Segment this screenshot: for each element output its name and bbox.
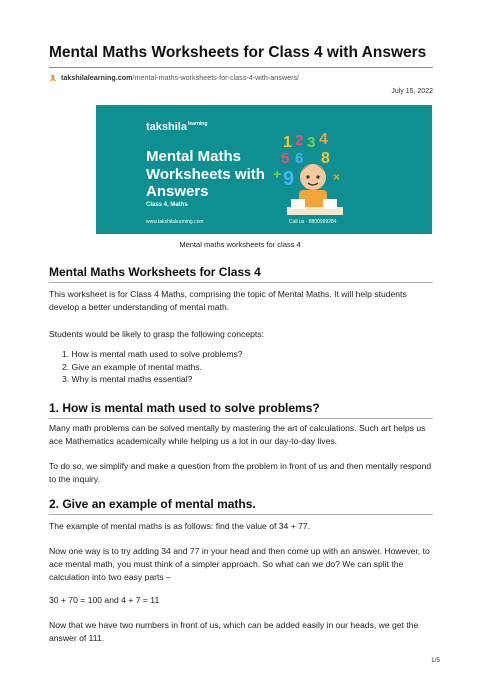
brand-logo: takshila$^{learning}$ <box>146 121 208 133</box>
list-item: 3. Why is mental maths essential? <box>62 374 193 384</box>
section-2-paragraph-1: The example of mental maths is as follows: find the value of 34 + 77. <box>49 521 311 531</box>
svg-text:2: 2 <box>295 132 304 149</box>
concepts-list <box>62 348 243 386</box>
section-divider <box>49 514 433 515</box>
section-heading-main: Mental Maths Worksheets for Class 4 <box>49 265 261 279</box>
page-title: Mental Maths Worksheets for Class 4 with Answers <box>49 44 427 61</box>
banner-subtitle: Class 4, Maths <box>146 202 188 208</box>
list-item: 1. How is mental math used to solve problems? <box>62 349 243 359</box>
svg-text:9: 9 <box>283 168 295 190</box>
section-divider <box>49 418 433 419</box>
svg-text:1: 1 <box>283 134 292 151</box>
section-1-paragraph-1: Many math problems can be solved mentally by mastering the art of calculations. Such art helps us ace Mathematics academically while helping us a lot in our day-to-day lives. <box>49 423 426 446</box>
intro-paragraph: This worksheet is for Class 4 Maths, comprising the topic of Mental Maths. It will help students develop a better understanding of mental math. <box>49 289 407 312</box>
list-item: 2. Give an example of mental maths. <box>62 361 202 372</box>
section-2-paragraph-2: Now one way is to try adding 34 and 77 in your head and then come up with an answer. However, to ace mental math, you must think of a simpler approach. So what can we do? We can split the calculation into two easy parts – <box>49 546 430 582</box>
section-2-equation: 30 + 70 = 100 and 4 + 7 = 11 <box>49 595 160 605</box>
banner-image <box>96 105 432 234</box>
svg-text:×: × <box>333 170 341 184</box>
source-url-row <box>49 73 299 82</box>
print-date: July 15, 2022 <box>391 88 433 95</box>
section-heading-1: 1. How is mental math used to solve problems? <box>49 401 320 415</box>
section-heading-2: 2. Give an example of mental maths. <box>49 497 256 511</box>
kid-with-numbers-illustration-icon <box>261 127 371 227</box>
section-1-paragraph-2: To do so, we simplify and make a question from the problem in front of us and then mentally respond to the inquiry. <box>49 461 432 484</box>
svg-text:6: 6 <box>295 150 304 167</box>
svg-text:8: 8 <box>321 150 330 167</box>
svg-text:5: 5 <box>281 150 290 167</box>
svg-text:4: 4 <box>319 131 328 148</box>
title-divider <box>49 67 433 68</box>
banner-phone: Call us - 8800999284 <box>289 219 337 225</box>
banner-caption: Mental maths worksheets for class 4 <box>179 240 301 249</box>
svg-text:+: + <box>273 166 282 182</box>
source-url[interactable]: takshilalearning.com/mental-maths-worksheets-for-class-4-with-answers/ <box>61 73 300 82</box>
site-favicon-icon <box>49 74 57 82</box>
section-2-paragraph-3: Now that we have two numbers in front of us, which can be added easily in our heads, we get the answer of 111. <box>49 620 419 643</box>
concepts-lead-paragraph: Students would be likely to grasp the following concepts: <box>49 329 264 339</box>
banner-title: Mental Maths Worksheets with Answers <box>146 148 265 200</box>
section-divider <box>49 282 433 283</box>
svg-text:3: 3 <box>307 134 316 151</box>
page-number: 1/5 <box>430 657 440 664</box>
banner-website: www.takshilalearning.com <box>146 219 204 225</box>
